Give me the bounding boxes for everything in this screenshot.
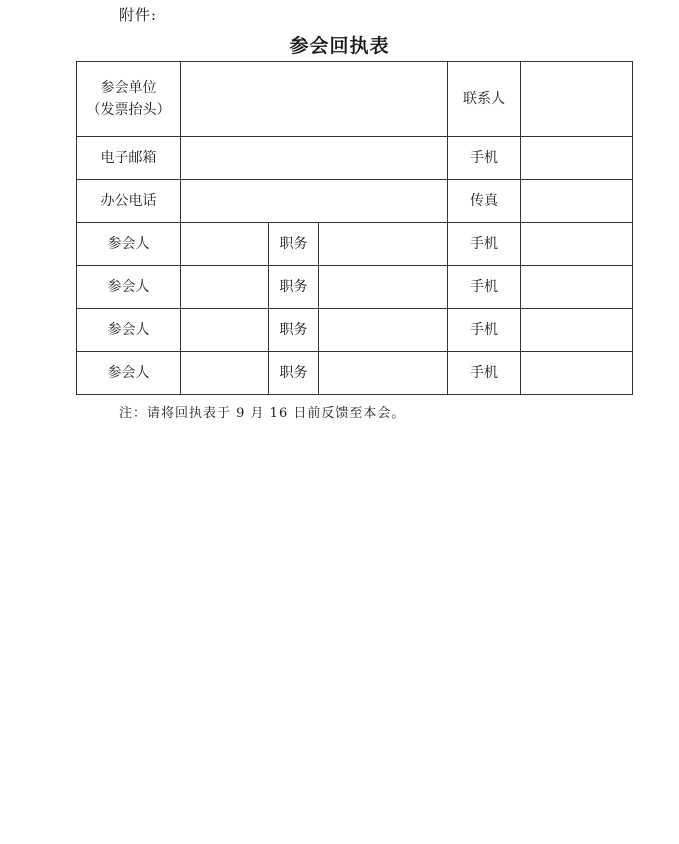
attendee-mobile-label: 手机 [448, 223, 521, 266]
contact-input-cell[interactable] [521, 62, 633, 137]
position-label: 职务 [269, 309, 319, 352]
position-input-cell[interactable] [319, 352, 448, 395]
table-row [77, 223, 633, 266]
attendee-mobile-cell[interactable] [521, 352, 633, 395]
attachment-label: 附件: [119, 6, 158, 24]
contact-label: 联系人 [448, 62, 521, 137]
attendee-label: 参会人 [77, 266, 181, 309]
unit-input-cell[interactable] [181, 62, 448, 137]
email-input-cell[interactable] [181, 137, 448, 180]
attendee-label: 参会人 [77, 309, 181, 352]
position-label: 职务 [269, 223, 319, 266]
position-input-cell[interactable] [319, 223, 448, 266]
attendee-name-cell[interactable] [181, 352, 269, 395]
mobile-input-cell[interactable] [521, 137, 633, 180]
attendee-mobile-cell[interactable] [521, 223, 633, 266]
attendee-mobile-cell[interactable] [521, 266, 633, 309]
attendee-label: 参会人 [77, 223, 181, 266]
registration-form-table [76, 61, 633, 395]
table-row [77, 352, 633, 395]
fax-label: 传真 [448, 180, 521, 223]
table-row [77, 180, 633, 223]
table-row [77, 137, 633, 180]
attendee-mobile-label: 手机 [448, 352, 521, 395]
mobile-label: 手机 [448, 137, 521, 180]
attendee-mobile-cell[interactable] [521, 309, 633, 352]
attendee-name-cell[interactable] [181, 309, 269, 352]
fax-input-cell[interactable] [521, 180, 633, 223]
office-phone-input-cell[interactable] [181, 180, 448, 223]
form-title: 参会回执表 [289, 35, 390, 57]
table-row [77, 62, 633, 137]
attendee-label: 参会人 [77, 352, 181, 395]
office-phone-label: 办公电话 [77, 180, 181, 223]
unit-label-cell [77, 62, 181, 137]
invoice-title-label: （发票抬头） [86, 102, 171, 118]
attendee-mobile-label: 手机 [448, 309, 521, 352]
table-row [77, 266, 633, 309]
position-label: 职务 [269, 266, 319, 309]
email-label: 电子邮箱 [77, 137, 181, 180]
attendee-mobile-label: 手机 [448, 266, 521, 309]
unit-label: 参会单位 [100, 79, 157, 96]
attendee-name-cell[interactable] [181, 223, 269, 266]
position-label: 职务 [269, 352, 319, 395]
position-input-cell[interactable] [319, 309, 448, 352]
position-input-cell[interactable] [319, 266, 448, 309]
table-row [77, 309, 633, 352]
footer-note: 注：请将回执表于 9 月 16 日前反馈至本会。 [119, 406, 406, 421]
attendee-name-cell[interactable] [181, 266, 269, 309]
